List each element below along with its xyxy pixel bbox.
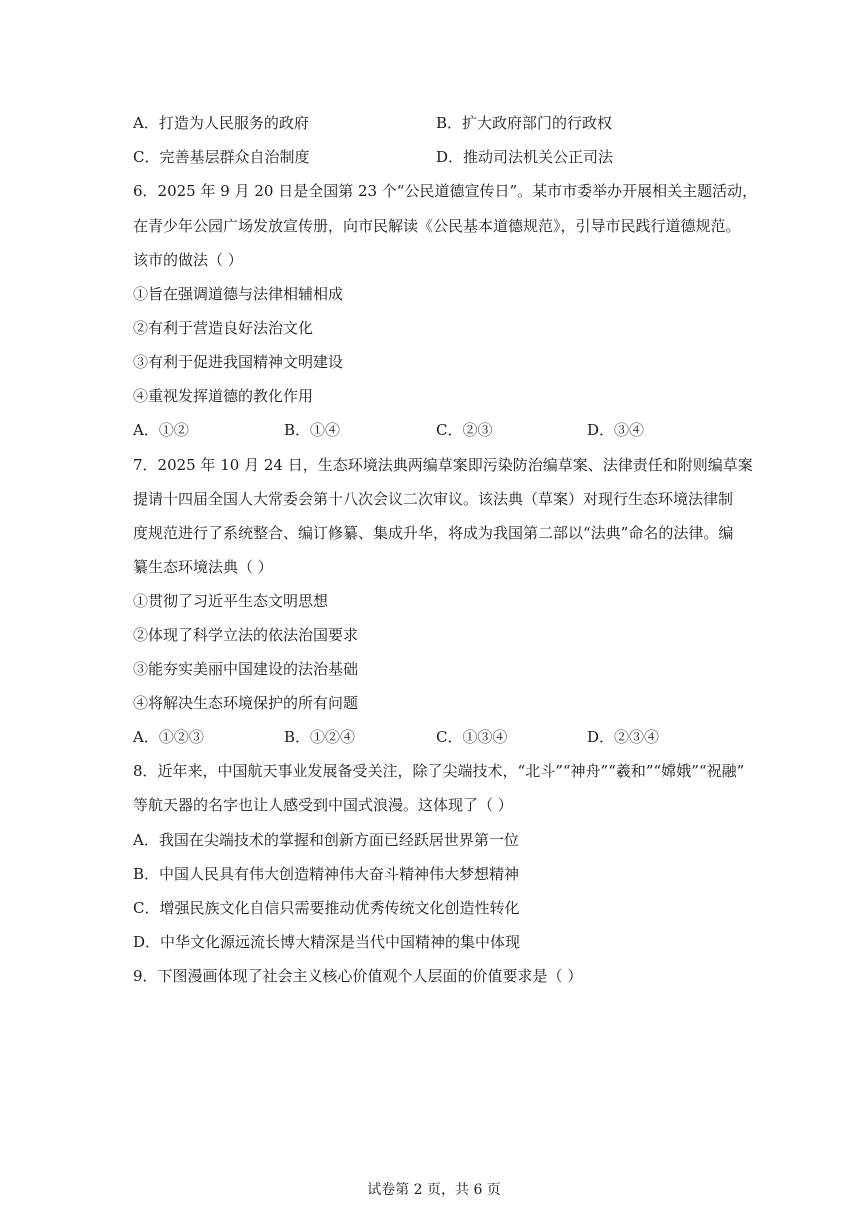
q8-option-d: D．中华文化源远流长博大精深是当代中国精神的集中体现 (133, 933, 521, 951)
q5-option-d: D．推动司法机关公正司法 (436, 148, 614, 166)
q6-statement-3: ③有利于促进我国精神文明建设 (133, 353, 344, 371)
q6-statement-4: ④重视发挥道德的教化作用 (133, 387, 314, 405)
q7-statement-1: ①贯彻了习近平生态文明思想 (133, 592, 329, 610)
q8-option-b: B．中国人民具有伟大创造精神伟大奋斗精神伟大梦想精神 (133, 865, 520, 883)
page-footer: 试卷第 2 页，共 6 页 (367, 1182, 501, 1198)
q7-stem-line-1: 7．2025 年 10 月 24 日，生态环境法典两编草案即污染防治编草案、法律责任和附则编草案 (133, 456, 753, 474)
q7-statement-3: ③能夯实美丽中国建设的法治基础 (133, 660, 359, 678)
q7-stem-line-2: 提请十四届全国人大常委会第十八次会议二次审议。该法典（草案）对现行生态环境法律制 (133, 490, 734, 508)
q8-stem-line-2: 等航天器的名字也让人感受到中国式浪漫。这体现了（ ） (133, 796, 513, 814)
q8-option-a: A．我国在尖端技术的掌握和创新方面已经跃居世界第一位 (133, 831, 519, 849)
q5-option-a: A．打造为人民服务的政府 (133, 114, 309, 132)
q7-option-a: A．①②③ (133, 728, 204, 746)
q7-statement-4: ④将解决生态环境保护的所有问题 (133, 694, 359, 712)
q6-statement-2: ②有利于营造良好法治文化 (133, 319, 314, 337)
q6-option-d: D．③④ (587, 421, 645, 439)
q8-option-c: C．增强民族文化自信只需要推动优秀传统文化创造性转化 (133, 899, 520, 917)
q7-option-b: B．①②④ (284, 728, 356, 746)
q6-stem-line-2: 在青少年公园广场发放宣传册，向市民解读《公民基本道德规范》，引导市民践行道德规范。 (133, 217, 741, 235)
q6-stem-line-1: 6．2025 年 9 月 20 日是全国第 23 个“公民道德宣传日”。某市市委举办开展相关主题活动， (133, 182, 758, 200)
q9-stem: 9．下图漫画体现了社会主义核心价值观个人层面的价值要求是（ ） (133, 967, 583, 985)
q5-option-c: C．完善基层群众自治制度 (133, 148, 310, 166)
q7-stem-line-4: 纂生态环境法典（ ） (133, 558, 273, 576)
q6-statement-1: ①旨在强调道德与法律相辅相成 (133, 285, 344, 303)
q7-option-c: C．①③④ (436, 728, 508, 746)
q6-option-c: C．②③ (436, 421, 493, 439)
q6-stem-line-3: 该市的做法（ ） (133, 251, 243, 269)
q6-option-a: A．①② (133, 421, 189, 439)
q7-option-d: D．②③④ (587, 728, 660, 746)
q5-option-b: B．扩大政府部门的行政权 (436, 114, 613, 132)
q7-stem-line-3: 度规范进行了系统整合、编订修纂、集成升华，将成为我国第二部以“法典”命名的法律。编 (133, 524, 734, 542)
q6-option-b: B．①④ (284, 421, 341, 439)
q7-statement-2: ②体现了科学立法的依法治国要求 (133, 626, 359, 644)
q8-stem-line-1: 8．近年来，中国航天事业发展备受关注，除了尖端技术，“北斗”“神舟”“羲和”“嫦娥”“祝融” (133, 762, 745, 780)
